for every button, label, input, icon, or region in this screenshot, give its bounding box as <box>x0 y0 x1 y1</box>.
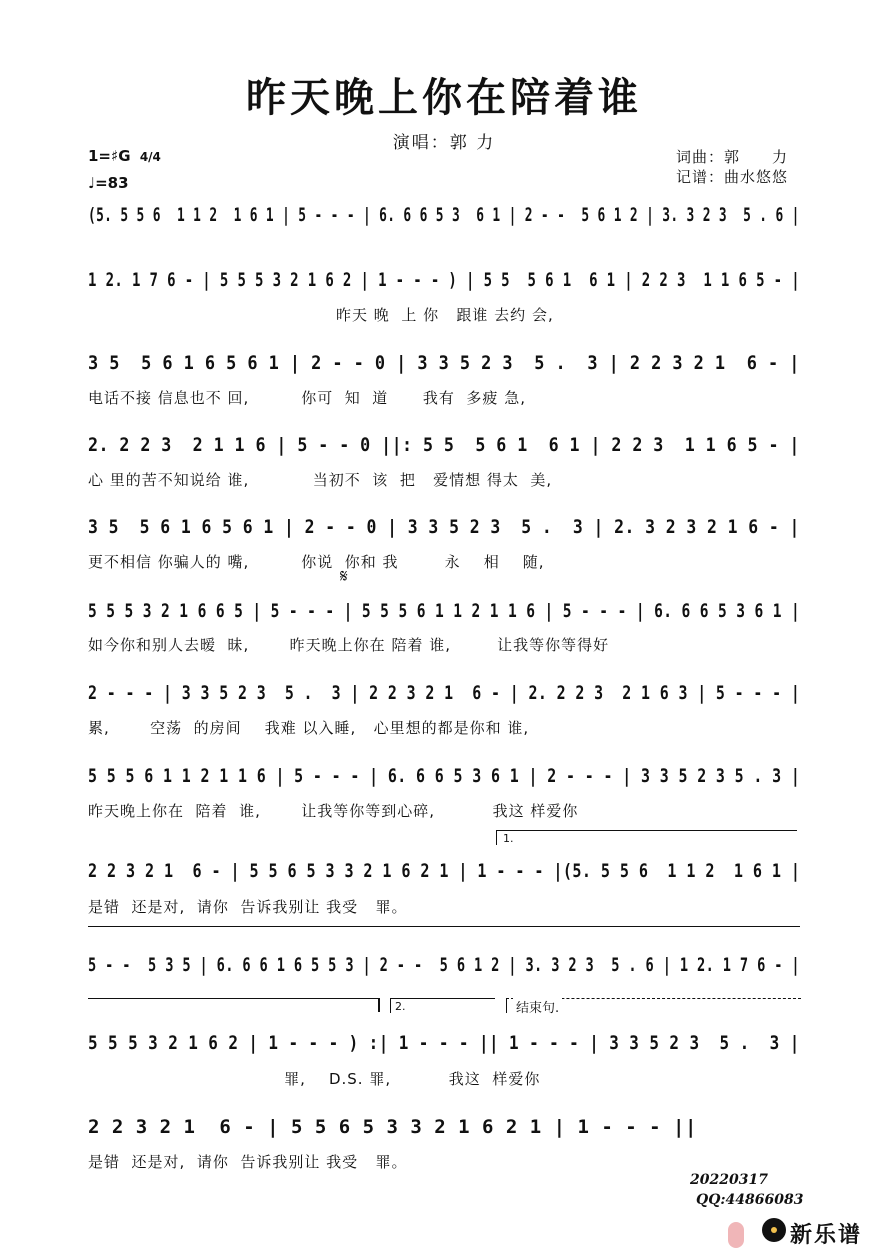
volta-1-bracket-continuation <box>88 926 800 927</box>
jianpu-notes: 5 - - 5 3 5 | 6. 6 6 1 6 5 5 3 | 2 - - 5 6 1 2 | 3. 3 2 3 5 . 6 | 1 2. 1 7 6 - | <box>88 954 800 976</box>
volta-1-bracket-hook <box>378 998 380 1012</box>
lyric-line: 心 里的苦不知说给 谁, 当初不 该 把 爱情想 得太 美, <box>88 471 553 489</box>
volta-1-label: 1. <box>503 832 514 845</box>
jianpu-notes: 2. 2 2 3 2 1 1 6 | 5 - - 0 ||: 5 5 5 6 1 6 1 | 2 2 3 1 1 6 5 - | <box>88 434 800 456</box>
notation-row <box>88 600 800 636</box>
jianpu-notes: 2 2 3 2 1 6 - | 5 5 6 5 3 3 2 1 6 2 1 | 1 - - - || <box>88 1116 697 1138</box>
notation-row <box>88 269 800 305</box>
lyric-line: 昨天 晚 上 你 跟谁 去约 会, <box>88 306 554 324</box>
lyric-line: 罪, D.S. 罪, 我这 样爱你 <box>88 1070 541 1088</box>
notation-row <box>88 352 800 388</box>
credits-block <box>676 147 788 187</box>
volta-2-bracket <box>390 998 495 1013</box>
ending-bracket <box>506 998 801 1016</box>
jianpu-notes: (5. 5 5 6 1 1 2 1 6 1 | 5 - - - | 6. 6 6 5 3 6 1 | 2 - - 5 6 1 2 | 3. 3 2 3 5 . 6 | <box>88 204 800 226</box>
tempo-mark: ♩=83 <box>88 174 129 192</box>
lyric-line: 更不相信 你骗人的 嘴, 你说 你和 我 永 相 随, <box>88 553 545 571</box>
site-logo <box>728 1216 878 1250</box>
logo-accent <box>728 1222 744 1248</box>
jianpu-notes: 5 5 5 6 1 1 2 1 1 6 | 5 - - - | 6. 6 6 5 3 6 1 | 2 - - - | 3 3 5 2 3 5 . 3 | <box>88 765 801 787</box>
transcriber-credit: 记谱：曲水悠悠 <box>676 168 789 186</box>
notation-row <box>88 1032 800 1068</box>
notation-row <box>88 1116 800 1152</box>
logo-text: 新乐谱 <box>790 1223 863 1248</box>
jianpu-notes: 5 5 5 3 2 1 6 6 5 | 5 - - - | 5 5 5 6 1 1 2 1 1 6 | 5 - - - | 6. 6 6 5 3 6 1 | <box>88 600 801 622</box>
notation-row <box>88 860 800 896</box>
jianpu-notes: 3 5 5 6 1 6 5 6 1 | 2 - - 0 | 3 3 5 2 3 5 . 3 | 2. 3 2 3 2 1 6 - | <box>88 516 800 538</box>
score-title: 昨天晚上你在陪着谁 <box>246 74 642 121</box>
jianpu-notes: 5 5 5 3 2 1 6 2 | 1 - - - ) :| 1 - - - || 1 - - - | 3 3 5 2 3 5 . 3 | <box>88 1032 800 1054</box>
lyric-line: 累, 空荡 的房间 我难 以入睡, 心里想的都是你和 谁, <box>88 719 530 737</box>
notation-row <box>88 434 800 470</box>
lyric-line: 是错 还是对, 请你 告诉我别让 我受 罪。 <box>88 1153 408 1171</box>
notation-row <box>88 516 800 552</box>
jianpu-notes: 2 2 3 2 1 6 - | 5 5 6 5 3 3 2 1 6 2 1 | 1 - - - |(5. 5 5 6 1 1 2 1 6 1 | <box>88 860 801 882</box>
contact-qq: QQ:44866083 <box>696 1192 804 1208</box>
volta-2-label: 2. <box>395 1000 406 1013</box>
volta-1-bracket-end <box>88 998 378 999</box>
notation-row <box>88 682 800 718</box>
notation-row <box>88 954 800 990</box>
jianpu-notes: 2 - - - | 3 3 5 2 3 5 . 3 | 2 2 3 2 1 6 - | 2. 2 2 3 2 1 6 3 | 5 - - - | <box>88 682 801 704</box>
time-signature: 4/4 <box>139 150 161 164</box>
segno-sign: 𝄋 <box>340 566 348 587</box>
lyric-line: 昨天晚上你在 陪着 谁, 让我等你等到心碎, 我这 样爱你 <box>88 802 579 820</box>
notation-row <box>88 204 800 240</box>
transcription-date: 20220317 <box>690 1172 768 1188</box>
key-tempo-block <box>88 143 161 196</box>
vinyl-disc-icon <box>762 1218 786 1242</box>
key-signature: 1=♯G <box>88 147 131 165</box>
notation-row <box>88 765 800 801</box>
lyric-line: 是错 还是对, 请你 告诉我别让 我受 罪。 <box>88 898 408 916</box>
jianpu-notes: 3 5 5 6 1 6 5 6 1 | 2 - - 0 | 3 3 5 2 3 5 . 3 | 2 2 3 2 1 6 - | <box>88 352 800 374</box>
composer-credit: 词曲：郭 力 <box>676 148 789 166</box>
lyric-line: 如今你和别人去暧 昧, 昨天晚上你在 陪着 谁, 让我等你等得好 <box>88 636 610 654</box>
singer-credit: 演唱：郭 力 <box>392 133 496 153</box>
jianpu-notes: 1 2. 1 7 6 - | 5 5 5 3 2 1 6 2 | 1 - - - ) | 5 5 5 6 1 6 1 | 2 2 3 1 1 6 5 - | <box>88 269 801 291</box>
ending-label: 结束句. <box>513 997 562 1016</box>
volta-1-bracket <box>496 830 797 845</box>
lyric-line: 电话不接 信息也不 回, 你可 知 道 我有 多疲 急, <box>88 389 526 407</box>
